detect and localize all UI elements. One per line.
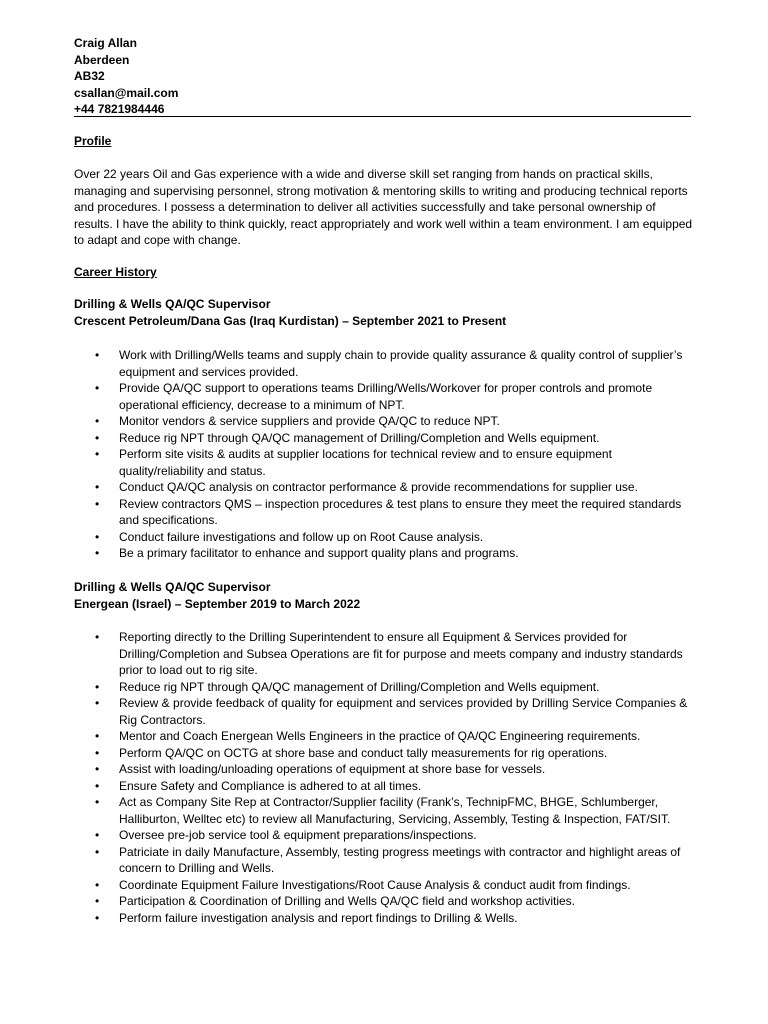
list-item: • Patriciate in daily Manufacture, Assembly, testing progress meetings with contractor and highlight areas of concern to Drilling and Wells. [95,844,681,875]
list-item: • Review & provide feedback of quality for equipment and services provided by Drilling Service Companies & Rig Contractors. [95,696,688,727]
bullet-icon: • [95,745,100,760]
bullet-icon: • [95,430,100,445]
bullet-icon: • [95,679,100,694]
job-2-role: Drilling & Wells QA/QC Supervisor [74,580,271,594]
list-item: • Be a primary facilitator to enhance and support quality plans and programs. [95,546,519,560]
bullet-icon: • [95,778,100,793]
bullet-icon: • [95,381,100,395]
profile-heading: Profile [74,134,112,148]
contact-phone: +44 7821984446 [74,102,165,116]
career-history-heading: Career History [74,265,157,279]
bullet-icon: • [95,414,100,428]
bullet-icon: • [95,795,100,809]
profile-paragraph: Over 22 years Oil and Gas experience with a wide and diverse skill set ranging from hands on practical skills, managing and supervising personnel, strong motivation & mentoring skills to writing and producing technical reports and procedures. I possess a determination to deliver all activities successfully and take personal ownership of results. I have the ability to think quickly, react appropriately and work well within a team environment. I am equipped to adapt and cope with change. [74,167,693,247]
list-item: • Act as Company Site Rep at Contractor/Supplier facility (Frank’s, TechnipFMC, BHGE, Schlumberger, Halliburton, Welltec etc) to review all Manufacturing, Servicing, Assembly, Testing & Inspection, FAT/SIT. [95,795,671,826]
bullet-icon: • [95,762,100,776]
list-item: • Ensure Safety and Compliance is adhered to at all times. [95,778,422,793]
bullet-icon: • [95,844,100,859]
bullet-icon: • [95,910,100,925]
bullet-icon: • [95,496,100,511]
contact-block [74,35,178,118]
bullet-icon: • [95,529,100,544]
list-item: • Work with Drilling/Wells teams and supply chain to provide quality assurance & quality control of supplier’s equipment and services provided. [95,348,683,379]
bullet-icon: • [95,828,100,842]
list-item: • Coordinate Equipment Failure Investigations/Root Cause Analysis & conduct audit from findings. [95,877,631,892]
bullet-icon: • [95,894,100,908]
list-item: • Reduce rig NPT through QA/QC management of Drilling/Completion and Wells equipment. [95,679,600,694]
job-2-company-period: Energean (Israel) – September 2019 to March 2022 [74,596,361,611]
header-divider [74,116,691,117]
list-item: • Review contractors QMS – inspection procedures & test plans to ensure they meet the required standards and specifications. [95,496,682,527]
bullet-icon: • [95,696,100,710]
contact-city: Aberdeen [74,52,130,67]
bullet-icon: • [95,877,100,892]
list-item: • Perform failure investigation analysis and report findings to Drilling & Wells. [95,910,518,925]
list-item: • Mentor and Coach Energean Wells Engineers in the practice of QA/QC Engineering requirements. [95,729,641,743]
list-item: • Conduct QA/QC analysis on contractor performance & provide recommendations for supplier use. [95,480,638,494]
list-item: • Reporting directly to the Drilling Superintendent to ensure all Equipment & Services provided for Drilling/Completion and Subsea Operations are fit for purpose and meets company and industry standards prior to load out to rig site. [95,630,683,677]
contact-email: csallan@mail.com [74,85,179,100]
bullet-icon: • [95,480,100,494]
job-2-header [74,579,360,612]
job-2-bullet-list [74,629,694,926]
list-item: • Perform site visits & audits at supplier locations for technical review and to ensure equipment quality/reliability and status. [95,447,612,478]
contact-name: Craig Allan [74,36,137,50]
list-item: • Oversee pre-job service tool & equipment preparations/inspections. [95,828,477,842]
bullet-icon: • [95,447,100,461]
list-item: • Reduce rig NPT through QA/QC management of Drilling/Completion and Wells equipment. [95,430,600,445]
bullet-icon: • [95,546,100,560]
job-1-company-period: Crescent Petroleum/Dana Gas (Iraq Kurdistan) – September 2021 to Present [74,313,507,328]
list-item: • Assist with loading/unloading operations of equipment at shore base for vessels. [95,762,546,776]
job-1-header [74,296,506,329]
bullet-icon: • [95,630,100,644]
list-item: • Participation & Coordination of Drilling and Wells QA/QC field and workshop activities. [95,894,575,908]
list-item: • Conduct failure investigations and follow up on Root Cause analysis. [95,529,484,544]
job-1-bullet-list [74,347,694,562]
list-item: • Perform QA/QC on OCTG at shore base and conduct tally measurements for rig operations. [95,745,608,760]
bullet-icon: • [95,729,100,743]
contact-postcode: AB32 [74,69,105,83]
bullet-icon: • [95,348,100,362]
job-1-role: Drilling & Wells QA/QC Supervisor [74,297,271,311]
list-item: • Monitor vendors & service suppliers and provide QA/QC to reduce NPT. [95,414,500,428]
list-item: • Provide QA/QC support to operations teams Drilling/Wells/Workover for proper controls and promote operational efficiency, decrease to a minimum of NPT. [95,381,653,412]
